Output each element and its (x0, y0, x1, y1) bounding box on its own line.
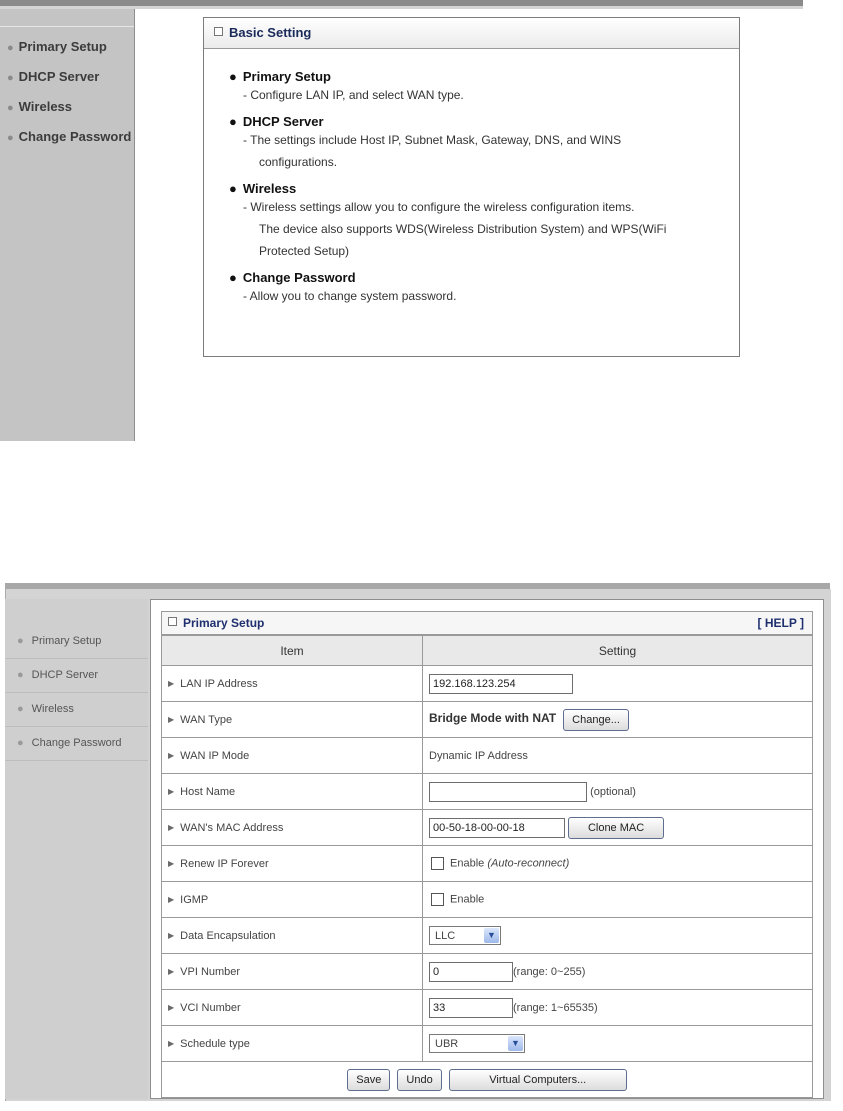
row-setting (423, 846, 813, 882)
row-label (162, 666, 423, 702)
change-wan-type-button[interactable]: Change... (563, 709, 629, 731)
arrow-right-icon: ▶ (168, 966, 175, 976)
row-label-text: VPI Number (180, 965, 241, 978)
igmp-check-label: Enable (450, 893, 485, 906)
schedule-type-select[interactable] (429, 1034, 525, 1053)
row-label (162, 810, 423, 846)
section-title-dhcp-server (229, 114, 739, 129)
wan-ip-mode-value: Dynamic IP Address (429, 749, 528, 762)
basic-setting-box (203, 17, 740, 357)
table-row (162, 702, 813, 738)
table-row (162, 846, 813, 882)
sidebar-item-dhcp-server[interactable] (5, 659, 148, 692)
row-label-text: Host Name (180, 785, 236, 798)
sidebar-item-label: Change Password (18, 129, 132, 144)
desc-line: configurations. (259, 155, 338, 169)
arrow-right-icon: ▶ (168, 714, 175, 724)
bullet-icon: ● (17, 737, 24, 749)
panel-title-wrap (168, 612, 264, 634)
sidebar-item-label: Change Password (31, 737, 122, 749)
sidebar-item-wireless[interactable] (5, 693, 148, 726)
sidebar-item-change-password[interactable] (5, 727, 148, 760)
sidebar-divider (0, 26, 134, 27)
actions-cell (162, 1062, 813, 1098)
actions-row (162, 1062, 813, 1098)
sidebar-item-label: Wireless (18, 99, 73, 114)
renew-ip-checkbox[interactable] (431, 857, 444, 870)
square-icon (214, 27, 223, 36)
arrow-right-icon: ▶ (168, 1038, 175, 1048)
wan-mac-input[interactable] (429, 818, 565, 838)
table-row (162, 810, 813, 846)
section-title-text: DHCP Server (242, 114, 324, 129)
column-header-setting: Setting (423, 636, 813, 666)
bullet-icon: ● (229, 114, 237, 129)
renew-ip-check-label: Enable (450, 857, 485, 870)
row-label (162, 702, 423, 738)
chevron-down-icon: ▼ (484, 928, 499, 943)
section-title-change-password (229, 270, 739, 285)
section-desc (243, 196, 739, 262)
table-row (162, 774, 813, 810)
sidebar-divider (5, 760, 148, 761)
row-label (162, 738, 423, 774)
lan-ip-input[interactable] (429, 674, 573, 694)
sidebar-item-label: DHCP Server (18, 69, 100, 84)
sidebar (5, 599, 148, 1099)
table-row (162, 990, 813, 1026)
host-name-input[interactable] (429, 782, 587, 802)
row-label-text: WAN Type (180, 713, 233, 726)
vpi-hint: (range: 0~255) (513, 965, 586, 978)
row-label (162, 918, 423, 954)
settings-table (161, 635, 813, 1098)
bullet-icon: ● (17, 669, 24, 681)
row-label (162, 774, 423, 810)
row-setting (423, 918, 813, 954)
sidebar-item-label: DHCP Server (31, 669, 99, 681)
sidebar-item-primary-setup[interactable] (5, 625, 148, 658)
arrow-right-icon: ▶ (168, 894, 175, 904)
row-setting (423, 810, 813, 846)
vci-input[interactable] (429, 998, 513, 1018)
row-label-text: LAN IP Address (180, 677, 258, 690)
arrow-right-icon: ▶ (168, 822, 175, 832)
undo-button[interactable]: Undo (397, 1069, 441, 1091)
row-label-text: WAN's MAC Address (180, 821, 284, 834)
primary-setup-screenshot (0, 583, 843, 1111)
row-label (162, 954, 423, 990)
table-row (162, 882, 813, 918)
desc-line: Protected Setup) (259, 244, 350, 258)
box-body (204, 49, 739, 307)
section-title-primary-setup (229, 69, 739, 84)
box-title: Basic Setting (229, 25, 312, 40)
section-desc (243, 129, 739, 173)
chevron-down-icon: ▼ (508, 1036, 523, 1051)
bullet-icon: ● (7, 102, 14, 114)
row-setting (423, 702, 813, 738)
data-encapsulation-select[interactable] (429, 926, 501, 945)
table-row (162, 918, 813, 954)
section-desc (243, 84, 739, 106)
bullet-icon: ● (229, 69, 237, 84)
igmp-checkbox[interactable] (431, 893, 444, 906)
box-header (204, 18, 739, 49)
row-setting (423, 990, 813, 1026)
desc-line: - Wireless settings allow you to configure the wireless configuration items. (243, 200, 635, 214)
bullet-icon: ● (7, 42, 14, 54)
row-label-text: Schedule type (180, 1037, 250, 1050)
table-row (162, 1026, 813, 1062)
column-header-item: Item (162, 636, 423, 666)
clone-mac-button[interactable]: Clone MAC (568, 817, 664, 839)
table-row (162, 666, 813, 702)
row-label (162, 846, 423, 882)
row-setting (423, 738, 813, 774)
arrow-right-icon: ▶ (168, 786, 175, 796)
sidebar-item-label: Primary Setup (18, 39, 107, 54)
section-title-wireless (229, 181, 739, 196)
desc-line: - Configure LAN IP, and select WAN type. (243, 88, 464, 102)
row-label-text: Data Encapsulation (180, 929, 276, 942)
section-title-text: Change Password (242, 270, 356, 285)
vci-hint: (range: 1~65535) (513, 1001, 598, 1014)
table-header-row (162, 636, 813, 666)
panel-header (161, 611, 813, 635)
table-row (162, 954, 813, 990)
renew-ip-check-note: (Auto-reconnect) (487, 857, 570, 870)
bullet-icon: ● (7, 72, 14, 84)
row-setting (423, 882, 813, 918)
square-icon (168, 617, 177, 626)
sidebar-item-wireless[interactable] (0, 92, 134, 122)
sidebar-item-dhcp-server[interactable] (0, 62, 134, 92)
bullet-icon: ● (229, 181, 237, 196)
panel-title: Primary Setup (183, 616, 265, 630)
sidebar-item-primary-setup[interactable] (0, 32, 134, 62)
primary-setup-panel (150, 599, 824, 1099)
vpi-input[interactable] (429, 962, 513, 982)
bullet-icon: ● (7, 132, 14, 144)
row-setting (423, 1026, 813, 1062)
help-link[interactable]: [ HELP ] (757, 616, 804, 630)
arrow-right-icon: ▶ (168, 858, 175, 868)
section-title-text: Wireless (242, 181, 297, 196)
sidebar-item-label: Wireless (31, 703, 74, 715)
row-label-text: VCI Number (180, 1001, 241, 1014)
section-desc (243, 285, 739, 307)
bullet-icon: ● (17, 635, 24, 647)
row-label-text: WAN IP Mode (180, 749, 250, 762)
row-setting (423, 774, 813, 810)
sidebar-item-label: Primary Setup (31, 635, 102, 647)
row-label-text: IGMP (180, 893, 209, 906)
section-title-text: Primary Setup (242, 69, 332, 84)
virtual-computers-button[interactable]: Virtual Computers... (449, 1069, 627, 1091)
row-setting (423, 666, 813, 702)
bullet-icon: ● (17, 703, 24, 715)
row-label (162, 990, 423, 1026)
wan-type-value: Bridge Mode with NAT (429, 711, 557, 726)
arrow-right-icon: ▶ (168, 1002, 175, 1012)
basic-setting-screenshot (0, 0, 843, 445)
select-value: LLC (435, 930, 456, 942)
select-value: UBR (435, 1038, 459, 1050)
row-label (162, 1026, 423, 1062)
row-setting (423, 954, 813, 990)
sidebar-item-change-password[interactable] (0, 122, 134, 152)
table-row (162, 738, 813, 774)
sidebar (0, 9, 135, 441)
arrow-right-icon: ▶ (168, 750, 175, 760)
desc-line: - The settings include Host IP, Subnet Mask, Gateway, DNS, and WINS (243, 133, 622, 147)
desc-line: - Allow you to change system password. (243, 289, 457, 303)
arrow-right-icon: ▶ (168, 678, 175, 688)
arrow-right-icon: ▶ (168, 930, 175, 940)
host-name-hint: (optional) (590, 785, 636, 798)
save-button[interactable]: Save (347, 1069, 390, 1091)
bullet-icon: ● (229, 270, 237, 285)
row-label-text: Renew IP Forever (180, 857, 269, 870)
desc-line: The device also supports WDS(Wireless Distribution System) and WPS(WiFi (259, 222, 667, 236)
row-label (162, 882, 423, 918)
